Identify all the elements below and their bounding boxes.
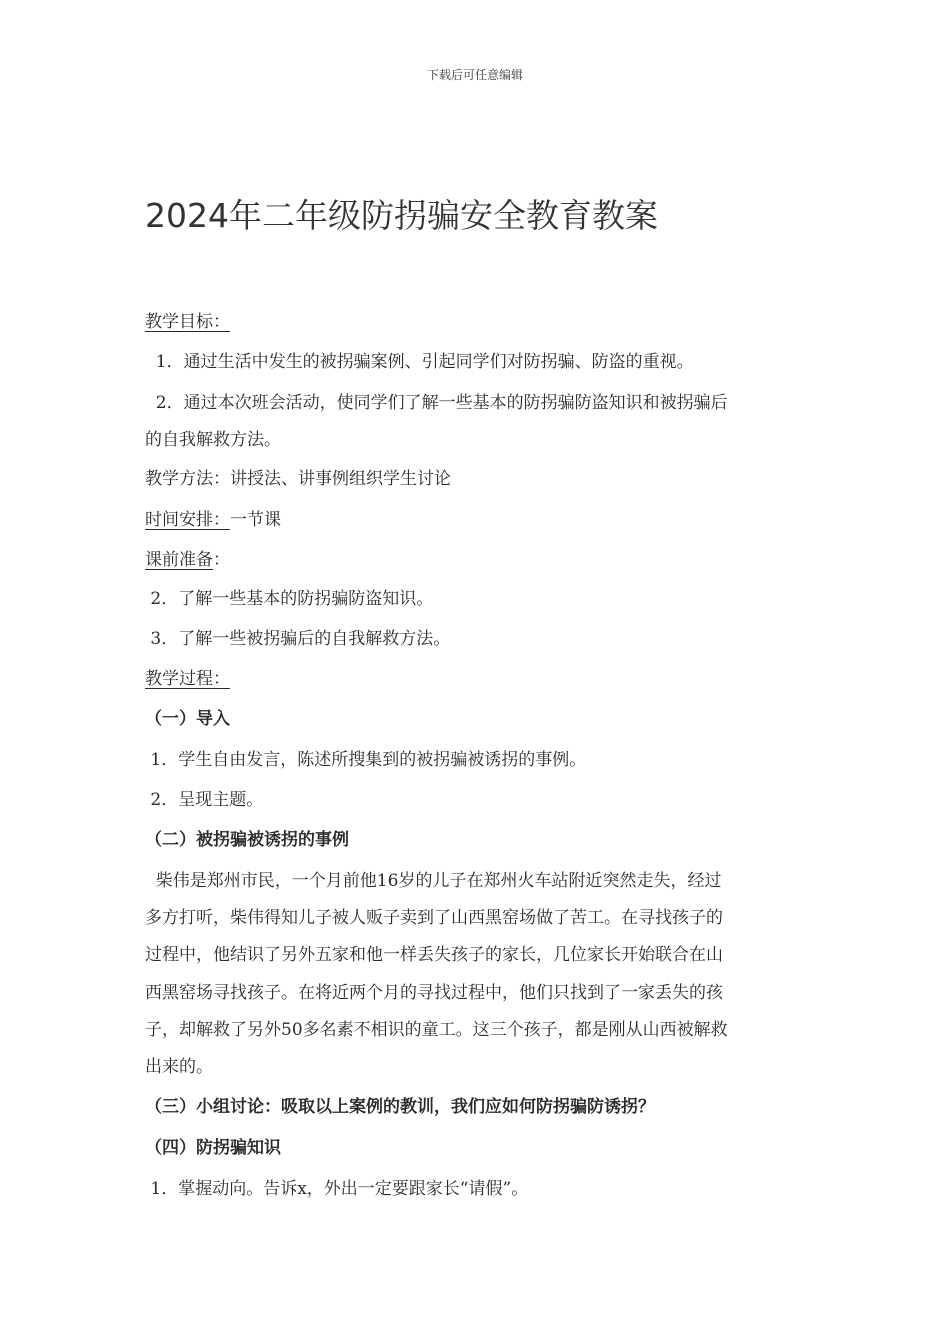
time-arrangement-label: 时间安排： xyxy=(145,510,230,530)
case-paragraph-line-3: 过程中，他结识了另外五家和他一样丢失孩子的家长，几位家长开始联合在山 xyxy=(145,945,723,965)
section-1-item-1: 1．学生自由发言，陈述所搜集到的被拐骗被诱拐的事例。 xyxy=(145,750,587,770)
time-arrangement xyxy=(145,509,281,531)
section-4-heading: （四）防拐骗知识 xyxy=(145,1138,281,1158)
section-2-heading: （二）被拐骗被诱拐的事例 xyxy=(145,830,349,850)
preparation-label: 课前准备 xyxy=(145,550,213,570)
section-4-item-1: 1．掌握动向。告诉x，外出一定要跟家长“请假”。 xyxy=(145,1179,529,1199)
goal-item-2: 2．通过本次班会活动，使同学们了解一些基本的防拐骗防盗知识和被拐骗后 xyxy=(145,393,728,413)
page-header-note: 下载后可任意编辑 xyxy=(426,68,523,82)
teaching-process-heading: 教学过程： xyxy=(145,669,230,689)
section-3-heading: （三）小组讨论：吸取以上案例的教训，我们应如何防拐骗防诱拐？ xyxy=(145,1097,655,1117)
case-paragraph-line-1: 柴伟是郑州市民，一个月前他16岁的儿子在郑州火车站附近突然走失，经过 xyxy=(145,871,722,891)
case-paragraph-line-6: 出来的。 xyxy=(145,1057,213,1077)
goal-item-2-continued: 的自我解救方法。 xyxy=(145,430,281,450)
case-paragraph-line-2: 多方打听，柴伟得知儿子被人贩子卖到了山西黑窑场做了苦工。在寻找孩子的 xyxy=(145,908,723,928)
time-arrangement-value: 一节课 xyxy=(230,510,281,530)
section-1-heading: （一）导入 xyxy=(145,709,230,729)
goal-item-1: 1．通过生活中发生的被拐骗案例、引起同学们对防拐骗、防盗的重视。 xyxy=(145,352,694,372)
case-paragraph-line-4: 西黑窑场寻找孩子。在将近两个月的寻找过程中，他们只找到了一家丢失的孩 xyxy=(145,983,723,1003)
teaching-goals-heading: 教学目标： xyxy=(145,312,230,332)
preparation-heading xyxy=(145,549,230,571)
case-paragraph-line-5: 子，却解救了另外50多名素不相识的童工。这三个孩子，都是刚从山西被解救 xyxy=(145,1020,728,1040)
preparation-colon: ： xyxy=(213,550,230,570)
preparation-item-2: 2．了解一些基本的防拐骗防盗知识。 xyxy=(145,589,434,609)
section-1-item-2: 2．呈现主题。 xyxy=(145,790,264,810)
preparation-item-3: 3．了解一些被拐骗后的自我解救方法。 xyxy=(145,629,451,649)
teaching-method: 教学方法：讲授法、讲事例组织学生讨论 xyxy=(145,469,451,489)
document-title: 2024年二年级防拐骗安全教育教案 xyxy=(145,196,658,235)
